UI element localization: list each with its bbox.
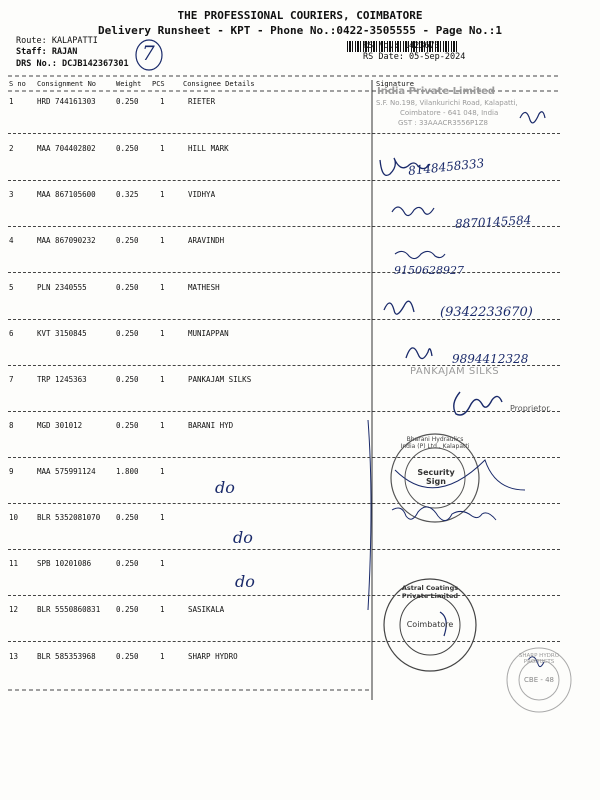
col-sno: S no xyxy=(9,80,26,88)
cell-consignee: PANKAJAM SILKS xyxy=(188,375,252,384)
cell-sno: 12 xyxy=(9,605,19,614)
cell-pcs: 1 xyxy=(160,652,165,661)
cell-pcs: 1 xyxy=(160,559,165,568)
cell-pcs: 1 xyxy=(160,190,165,199)
cell-sno: 10 xyxy=(9,513,19,522)
col-pcs: PCS xyxy=(152,80,165,88)
company-title: THE PROFESSIONAL COURIERS, COIMBATORE xyxy=(177,9,423,22)
cell-weight: 0.250 xyxy=(116,375,139,384)
cell-sno: 1 xyxy=(9,97,14,106)
cell-cons: KVT 3150845 xyxy=(37,329,87,338)
stamp-pankajam: PANKAJAM SILKS xyxy=(410,366,500,377)
handwritten-phone: 9150628927 xyxy=(394,264,464,277)
cell-pcs: 1 xyxy=(160,144,165,153)
cell-sno: 9 xyxy=(9,467,14,476)
route-label: Route: KALAPATTI xyxy=(16,36,98,46)
cell-consignee: HILL MARK xyxy=(188,144,229,153)
cell-pcs: 1 xyxy=(160,283,165,292)
cell-sno: 4 xyxy=(9,236,14,245)
cell-consignee: BARANI HYD xyxy=(188,421,234,430)
cell-cons: PLN 2340555 xyxy=(37,283,87,292)
cell-pcs: 1 xyxy=(160,467,165,476)
cell-weight: 0.250 xyxy=(116,97,139,106)
cell-pcs: 1 xyxy=(160,605,165,614)
cell-weight: 1.800 xyxy=(116,467,139,476)
cell-weight: 0.250 xyxy=(116,236,139,245)
handwritten-phone: 9894412328 xyxy=(452,352,529,366)
ditto-mark: do xyxy=(233,528,253,547)
cell-cons: HRD 744161303 xyxy=(37,97,96,106)
cell-cons: MAA 867090232 xyxy=(37,236,96,245)
stamp-gst: GST : 33AAACR3556P1Z8 xyxy=(398,119,488,127)
cell-sno: 7 xyxy=(9,375,14,384)
security-ring-text: Bharani Hydraulics India (P) Ltd., Kalapatti xyxy=(400,436,470,450)
cell-weight: 0.250 xyxy=(116,144,139,153)
cell-cons: BLR 5550860831 xyxy=(37,605,101,614)
cell-consignee: MUNIAPPAN xyxy=(188,329,229,338)
cell-cons: MAA 867105600 xyxy=(37,190,96,199)
staff-label: Staff: RAJAN xyxy=(16,47,78,57)
sharp-ring-text: SHARP HYDRO PRODUCTS xyxy=(518,653,560,665)
cell-weight: 0.250 xyxy=(116,605,139,614)
rs-date: RS Date: 05-Sep-2024 xyxy=(363,52,466,62)
handwritten-mark: 7 xyxy=(142,41,155,65)
security-center: Security Sign xyxy=(417,468,455,486)
cell-sno: 13 xyxy=(9,652,19,661)
col-signature: Signature xyxy=(376,80,414,88)
handwritten-phone: 8870145584 xyxy=(454,213,532,231)
cell-pcs: 1 xyxy=(160,236,165,245)
handwritten-phone: 8148458333 xyxy=(407,156,485,178)
drs-number: DRS No.: DCJB142367301 xyxy=(16,59,129,69)
cell-sno: 5 xyxy=(9,283,14,292)
cell-cons: BLR 585353968 xyxy=(37,652,96,661)
stamp-company: India Private Limited xyxy=(377,86,496,97)
ditto-mark: do xyxy=(215,478,235,497)
cell-pcs: 1 xyxy=(160,329,165,338)
cell-weight: 0.250 xyxy=(116,513,139,522)
cell-weight: 0.250 xyxy=(116,421,139,430)
sharp-center: CBE - 48 xyxy=(524,676,554,684)
astral-center: Coimbatore xyxy=(406,620,454,629)
rs-number: RS No.: 1423673 xyxy=(363,41,440,51)
cell-consignee: ARAVINDH xyxy=(188,236,225,245)
cell-consignee: MATHESH xyxy=(188,283,220,292)
cell-weight: 0.325 xyxy=(116,190,139,199)
col-consignee: Consignee Details xyxy=(183,80,255,88)
cell-consignee: VIDHYA xyxy=(188,190,216,199)
cell-sno: 2 xyxy=(9,144,14,153)
cell-cons: MGD 301012 xyxy=(37,421,83,430)
col-consignment: Consignment No xyxy=(37,80,97,88)
handwritten-phone: (9342233670) xyxy=(440,305,533,320)
cell-sno: 11 xyxy=(9,559,19,568)
astral-ring-text: Astral Coatings Private Limited xyxy=(401,584,459,600)
runsheet-subtitle: Delivery Runsheet - KPT - Phone No.:0422-3505555 - Page No.:1 xyxy=(98,24,502,37)
stamp-address: S.F. No.198, Vilankurichi Road, Kalapatti, xyxy=(376,99,518,107)
cell-sno: 6 xyxy=(9,329,14,338)
cell-weight: 0.250 xyxy=(116,283,139,292)
cell-pcs: 1 xyxy=(160,97,165,106)
cell-cons: TRP 1245363 xyxy=(37,375,87,384)
cell-cons: MAA 704402802 xyxy=(37,144,96,153)
col-weight: Weight xyxy=(116,80,142,88)
cell-pcs: 1 xyxy=(160,375,165,384)
cell-cons: BLR 5352081070 xyxy=(37,513,101,522)
ditto-mark: do xyxy=(235,572,255,591)
cell-cons: MAA 575991124 xyxy=(37,467,96,476)
cell-consignee: SHARP HYDRO xyxy=(188,652,238,661)
stamp-city: Coimbatore - 641 048, India xyxy=(400,109,499,117)
cell-sno: 3 xyxy=(9,190,14,199)
stamp-proprietor: Proprietor. xyxy=(510,404,552,413)
cell-sno: 8 xyxy=(9,421,14,430)
cell-weight: 0.250 xyxy=(116,329,139,338)
cell-weight: 0.250 xyxy=(116,559,139,568)
cell-cons: SPB 10201086 xyxy=(37,559,92,568)
cell-consignee: SASIKALA xyxy=(188,605,225,614)
cell-consignee: RIETER xyxy=(188,97,216,106)
cell-pcs: 1 xyxy=(160,421,165,430)
cell-weight: 0.250 xyxy=(116,652,139,661)
cell-pcs: 1 xyxy=(160,513,165,522)
